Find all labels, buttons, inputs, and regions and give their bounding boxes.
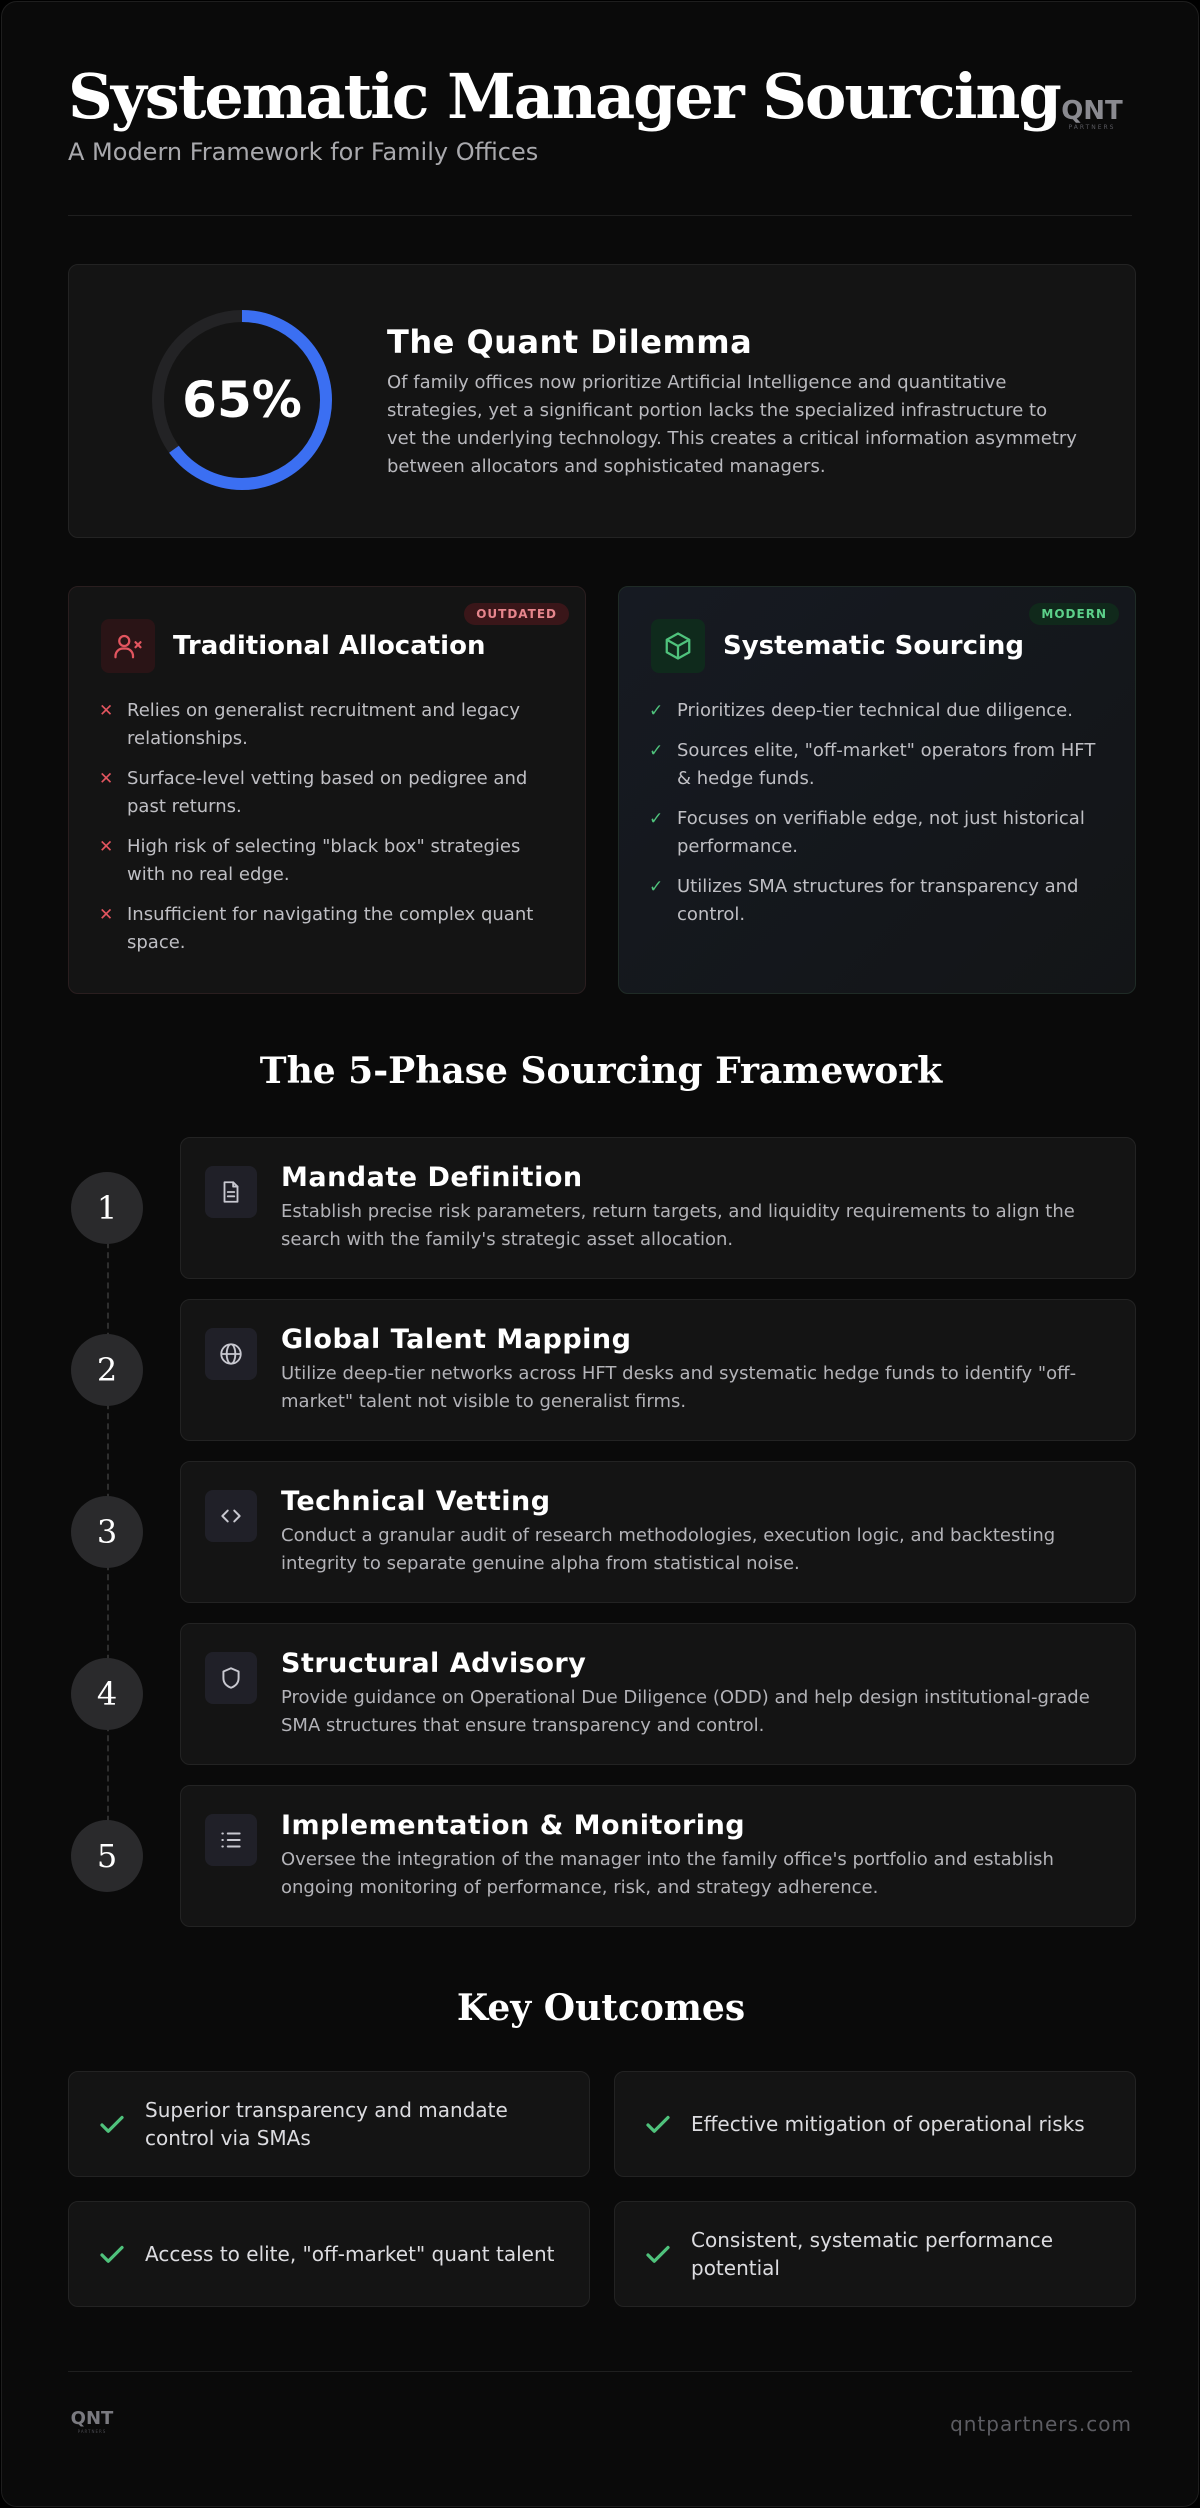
list-item: ✓ Utilizes SMA structures for transparency and control. [649,873,1109,929]
phase-card-implementation-monitoring [180,1785,1136,1927]
x-icon: ✕ [99,905,114,925]
step-number: 4 [71,1658,143,1730]
header-divider [68,215,1132,216]
list-item: ✕ High risk of selecting "black box" strategies with no real edge. [99,833,559,889]
check-icon [643,2110,673,2140]
footer-logo [70,2408,114,2434]
phase-card-mandate-definition [180,1137,1136,1279]
list-item: ✕ Insufficient for navigating the complex quant space. [99,901,559,957]
check-icon: ✓ [649,701,664,721]
footer-website-link[interactable]: qntpartners.com [950,2412,1132,2436]
list-item: ✓ Sources elite, "off-market" operators from HFT & hedge funds. [649,737,1109,793]
brand-logo-text: QNT [1061,96,1123,126]
step-description: Conduct a granular audit of research methodologies, execution logic, and backtesting integrity to separate genuine alpha from statistical noise. [281,1525,1056,1574]
outcome-card [614,2071,1136,2177]
step-description: Oversee the integration of the manager into the family office's portfolio and establish ongoing monitoring of performance, risk, and strategy adherence. [281,1849,1054,1898]
document-icon [205,1166,257,1218]
step-title: Implementation & Monitoring [281,1810,746,1841]
step-description: Establish precise risk parameters, return targets, and liquidity requirements to align the search with the family's strategic asset allocation. [281,1201,1075,1250]
step-description: Provide guidance on Operational Due Diligence (ODD) and help design institutional-grade SMA structures that ensure transparency and control. [281,1687,1090,1736]
footer-logo-subtext: PARTNERS [77,2429,107,2434]
footer-logo-text: QNT [70,2408,114,2429]
traditional-list [99,697,559,969]
outcome-text: Effective mitigation of operational risks [691,2112,1085,2136]
modern-badge: MODERN [1029,603,1119,625]
page-title: Systematic Manager Sourcing [68,60,1060,133]
step-number: 5 [71,1820,143,1892]
check-icon [97,2240,127,2270]
step-number: 3 [71,1496,143,1568]
dilemma-title: The Quant Dilemma [387,323,753,361]
traditional-title: Traditional Allocation [173,631,486,661]
phase-card-technical-vetting [180,1461,1136,1603]
infographic-page [1,1,1199,2507]
quant-dilemma-card [68,264,1136,538]
check-icon [97,2110,127,2140]
step-number: 1 [71,1172,143,1244]
percent-value: 65% [182,371,302,429]
framework-title: The 5-Phase Sourcing Framework [259,1050,943,1092]
step-title: Technical Vetting [281,1486,551,1517]
list-item: ✕ Surface-level vetting based on pedigree and past returns. [99,765,559,821]
outcome-card [68,2071,590,2177]
systematic-list [649,697,1109,941]
outcome-card [614,2201,1136,2307]
outcomes-title: Key Outcomes [456,1987,746,2029]
outcome-text: Access to elite, "off-market" quant talent [145,2242,555,2266]
header [68,60,1132,170]
dilemma-text: Of family offices now prioritize Artificial Intelligence and quantitative strategies, yet a significant portion lacks the specialized infrastructure to vet the underlying technology. This creates a critical information asymmetry between allocators and sophisticated managers. [387,372,1077,477]
systematic-title: Systematic Sourcing [723,631,1025,661]
shield-icon [205,1652,257,1704]
step-description: Utilize deep-tier networks across HFT desks and systematic hedge funds to identify "off-market" talent not visible to generalist firms. [281,1363,1077,1412]
globe-icon [205,1328,257,1380]
x-icon: ✕ [99,769,114,789]
step-number: 2 [71,1334,143,1406]
brand-logo [1060,96,1124,131]
outdated-badge: OUTDATED [464,603,569,625]
check-icon: ✓ [649,809,664,829]
code-icon [205,1490,257,1542]
systematic-sourcing-card [618,586,1136,994]
check-icon: ✓ [649,877,664,897]
cube-icon [651,619,705,673]
outcome-text: Superior transparency and mandate control via SMAs [145,2098,508,2150]
user-x-icon [101,619,155,673]
outcome-card [68,2201,590,2307]
list-icon [205,1814,257,1866]
list-item: ✓ Prioritizes deep-tier technical due diligence. [649,697,1109,725]
check-icon [643,2240,673,2270]
step-title: Global Talent Mapping [281,1324,632,1355]
check-icon: ✓ [649,741,664,761]
list-item: ✕ Relies on generalist recruitment and legacy relationships. [99,697,559,753]
traditional-allocation-card [68,586,586,994]
footer-divider [68,2371,1132,2372]
step-title: Mandate Definition [281,1162,583,1193]
list-item: ✓ Focuses on verifiable edge, not just historical performance. [649,805,1109,861]
page-subtitle: A Modern Framework for Family Offices [68,138,539,166]
phase-card-global-talent-mapping [180,1299,1136,1441]
x-icon: ✕ [99,837,114,857]
step-title: Structural Advisory [281,1648,587,1679]
x-icon: ✕ [99,701,114,721]
brand-logo-subtext: PARTNERS [1068,124,1116,131]
phase-card-structural-advisory [180,1623,1136,1765]
outcome-text: Consistent, systematic performance potential [691,2228,1054,2280]
